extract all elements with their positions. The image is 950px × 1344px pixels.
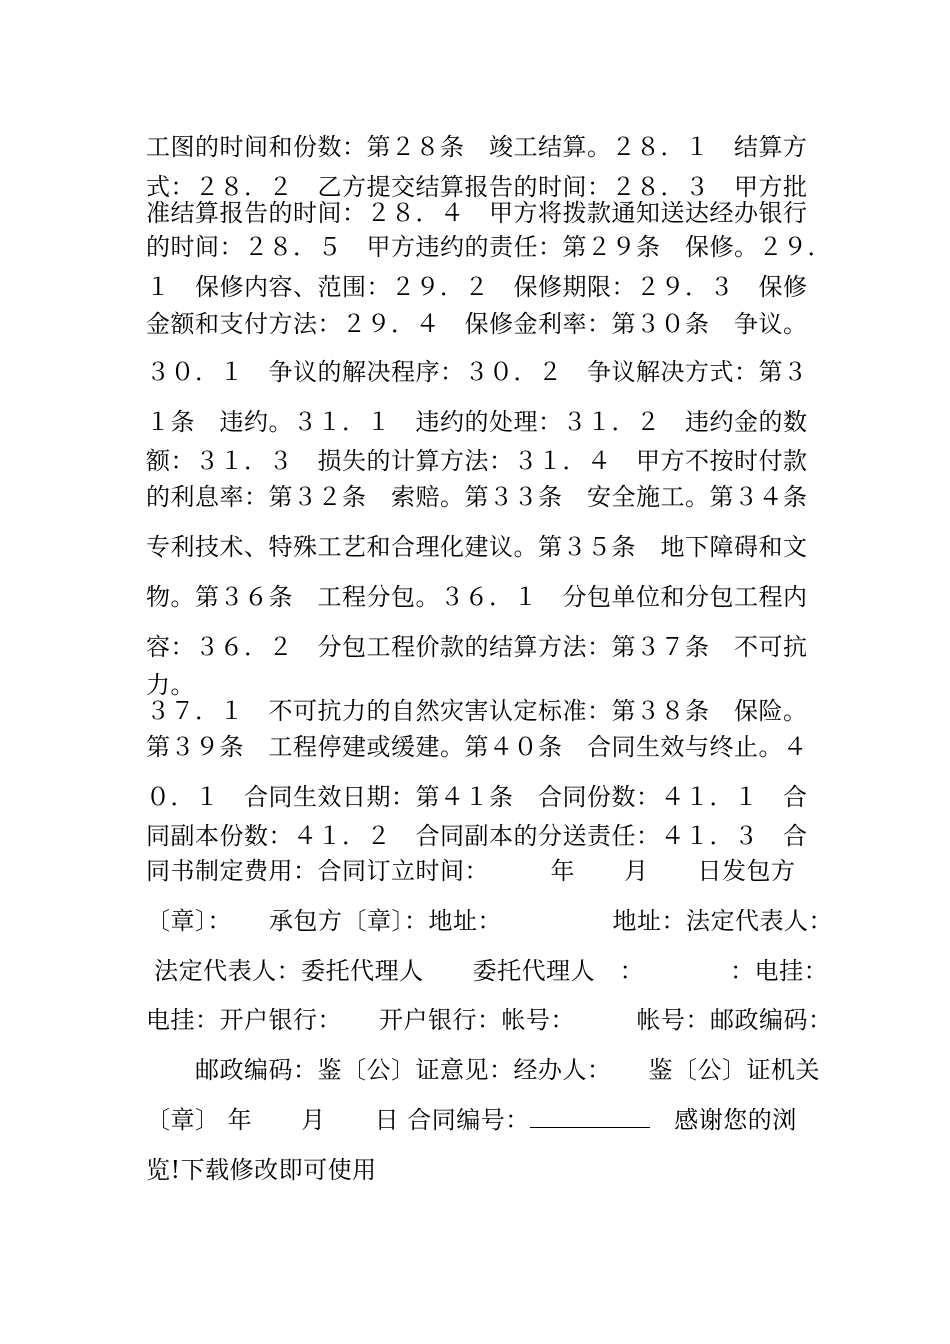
text-line: 第３９条 工程停建或缓建。第４０条 合同生效与终止。４ — [146, 733, 808, 761]
text-line: １条 违约。３１．１ 违约的处理：３１．２ 违约金的数 — [146, 408, 808, 436]
contract-number-label: 〔章〕 年 月 日 合同编号： — [146, 1106, 530, 1134]
text-line: 同副本份数：４１．２ 合同副本的分送责任：４１．３ 合 — [146, 822, 808, 850]
text-line: 邮政编码：鉴〔公〕证意见：经办人： 鉴〔公〕证机关 — [146, 1056, 820, 1084]
text-line: ０．１ 合同生效日期：第４１条 合同份数：４１．１ 合 — [146, 783, 808, 811]
contract-number-blank — [530, 1105, 650, 1128]
text-line: 专利技术、特殊工艺和合理化建议。第３５条 地下障碍和文 — [146, 533, 808, 561]
text-line: 力。 — [146, 671, 195, 699]
text-line: 额：３１．３ 损失的计算方法：３１．４ 甲方不按时付款 — [146, 447, 808, 475]
closing-text: 感谢您的浏 — [649, 1106, 797, 1134]
text-line: 容：３６．２ 分包工程价款的结算方法：第３７条 不可抗 — [146, 633, 808, 661]
text-line: 的利息率：第３２条 索赔。第３３条 安全施工。第３４条 — [146, 483, 808, 511]
text-line: 物。第３６条 工程分包。３６．１ 分包单位和分包工程内 — [146, 583, 808, 611]
text-line: 同书制定费用：合同订立时间： 年 月 日发包方 — [146, 857, 796, 885]
text-line: 法定代表人：委托代理人 委托代理人 ： ：电挂： — [146, 957, 829, 985]
text-line: ３０．１ 争议的解决程序：３０．２ 争议解决方式：第３ — [146, 358, 808, 386]
text-line: 式：２８．２ 乙方提交结算报告的时间：２８．３ 甲方批 — [146, 173, 808, 201]
text-line: 金额和支付方法：２９．４ 保修金利率：第３０条 争议。 — [146, 310, 808, 338]
text-line: 工图的时间和份数：第２８条 竣工结算。２８．１ 结算方 — [146, 133, 808, 161]
text-line: 电挂：开户银行： 开户银行：帐号： 帐号：邮政编码： — [146, 1006, 833, 1034]
contract-number-line — [146, 1105, 797, 1135]
text-line: ３７．１ 不可抗力的自然灾害认定标准：第３８条 保险。 — [146, 697, 808, 725]
text-line: 准结算报告的时间：２８．４ 甲方将拨款通知送达经办银行 — [146, 199, 808, 227]
text-line: 览!下载修改即可使用 — [146, 1156, 377, 1184]
text-line: 的时间：２８．５ 甲方违约的责任：第２９条 保修。２９． — [146, 233, 832, 261]
text-line: 〔章〕： 承包方〔章〕：地址： 地址：法定代表人： — [146, 907, 833, 935]
text-line: １ 保修内容、范围：２９．２ 保修期限：２９．３ 保修 — [146, 273, 808, 301]
